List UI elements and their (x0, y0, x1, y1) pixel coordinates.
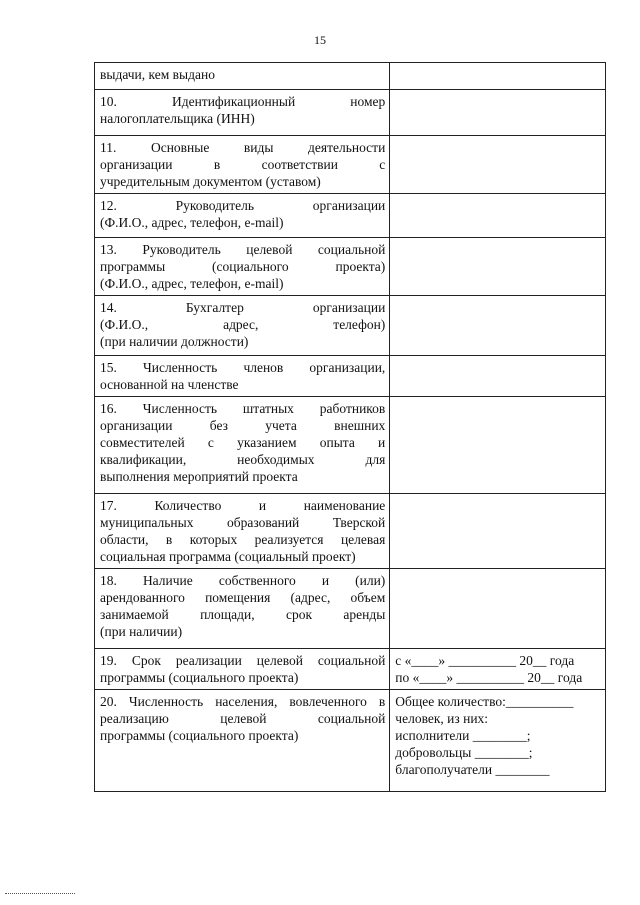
question-cell (95, 649, 390, 690)
form-row (95, 296, 606, 356)
answer-text-line: Общее количество:__________ (395, 694, 574, 709)
answer-cell[interactable] (390, 296, 606, 356)
question-cell (95, 238, 390, 296)
form-row (95, 569, 606, 649)
answer-cell[interactable] (390, 397, 606, 494)
question-text-line: программы (социального проекта) (100, 728, 299, 743)
question-text-line: (Ф.И.О., адрес, телефон, e-mail) (100, 276, 284, 291)
form-row (95, 649, 606, 690)
question-text-line: налогоплательщика (ИНН) (100, 111, 255, 126)
application-form-table (94, 62, 606, 792)
question-text-line: 11. Основные виды деятельности (100, 140, 386, 155)
question-text-line: основанной на членстве (100, 377, 239, 392)
question-text-line: 15. Численность членов организации, (100, 360, 386, 375)
question-text-line: (при наличии должности) (100, 334, 249, 349)
question-text-line: (Ф.И.О., адрес, телефон) (100, 317, 386, 332)
form-row (95, 194, 606, 238)
question-text-line: области, в которых реализуется целевая (100, 532, 386, 547)
question-text-line: выполнения мероприятий проекта (100, 469, 298, 484)
page-number: 15 (314, 33, 326, 47)
form-row (95, 63, 606, 90)
question-text-line: арендованного помещения (адрес, объем (100, 590, 386, 605)
form-row (95, 238, 606, 296)
answer-text-line: человек, из них: (395, 711, 489, 726)
question-text-line: 17. Количество и наименование (100, 498, 386, 513)
question-text-line: квалификации, необходимых для (100, 452, 386, 467)
question-text-line: муниципальных образований Тверской (100, 515, 386, 530)
question-cell (95, 690, 390, 792)
answer-cell[interactable] (390, 90, 606, 136)
question-text-line: 20. Численность населения, вовлеченного в (100, 694, 386, 709)
form-row (95, 136, 606, 194)
answer-text-line: по «____» __________ 20__ года (395, 670, 583, 685)
question-cell (95, 90, 390, 136)
question-text-line: программы (социального проекта) (100, 259, 386, 274)
footnote-rule (5, 893, 75, 894)
answer-cell[interactable] (390, 356, 606, 397)
form-row (95, 494, 606, 569)
question-text-line: выдачи, кем выдано (100, 67, 215, 82)
answer-cell[interactable] (390, 569, 606, 649)
question-text-line: 18. Наличие собственного и (или) (100, 573, 386, 588)
form-row (95, 397, 606, 494)
question-text-line: 19. Срок реализации целевой социальной (100, 653, 386, 668)
answer-cell[interactable] (390, 690, 606, 792)
question-text-line: организации без учета внешних (100, 418, 386, 433)
answer-text-line: с «____» __________ 20__ года (395, 653, 575, 668)
answer-text-line: благополучатели ________ (395, 762, 550, 777)
question-text-line: социальная программа (социальный проект) (100, 549, 356, 564)
question-text-line: 12. Руководитель организации (100, 198, 386, 213)
question-cell (95, 136, 390, 194)
question-text-line: занимаемой площади, срок аренды (100, 607, 386, 622)
answer-cell[interactable] (390, 136, 606, 194)
question-text-line: реализацию целевой социальной (100, 711, 386, 726)
form-row (95, 690, 606, 792)
answer-cell[interactable] (390, 238, 606, 296)
question-text-line: 13. Руководитель целевой социальной (100, 242, 386, 257)
answer-text-line: добровольцы ________; (395, 745, 533, 760)
question-cell (95, 63, 390, 90)
answer-cell[interactable] (390, 194, 606, 238)
question-text-line: 14. Бухгалтер организации (100, 300, 386, 315)
answer-text-line: исполнители ________; (395, 728, 531, 743)
answer-cell[interactable] (390, 494, 606, 569)
question-text-line: (Ф.И.О., адрес, телефон, e-mail) (100, 215, 284, 230)
answer-cell[interactable] (390, 63, 606, 90)
question-text-line: совместителей с указанием опыта и (100, 435, 386, 450)
question-text-line: (при наличии) (100, 624, 183, 639)
question-text-line: 10. Идентификационный номер (100, 94, 386, 109)
question-cell (95, 397, 390, 494)
question-text-line: учредительным документом (уставом) (100, 174, 321, 189)
question-cell (95, 494, 390, 569)
question-text-line: программы (социального проекта) (100, 670, 299, 685)
question-cell (95, 194, 390, 238)
question-text-line: организации в соответствии с (100, 157, 386, 172)
form-row (95, 90, 606, 136)
question-cell (95, 296, 390, 356)
answer-cell[interactable] (390, 649, 606, 690)
form-row (95, 356, 606, 397)
question-cell (95, 356, 390, 397)
question-cell (95, 569, 390, 649)
question-text-line: 16. Численность штатных работников (100, 401, 386, 416)
